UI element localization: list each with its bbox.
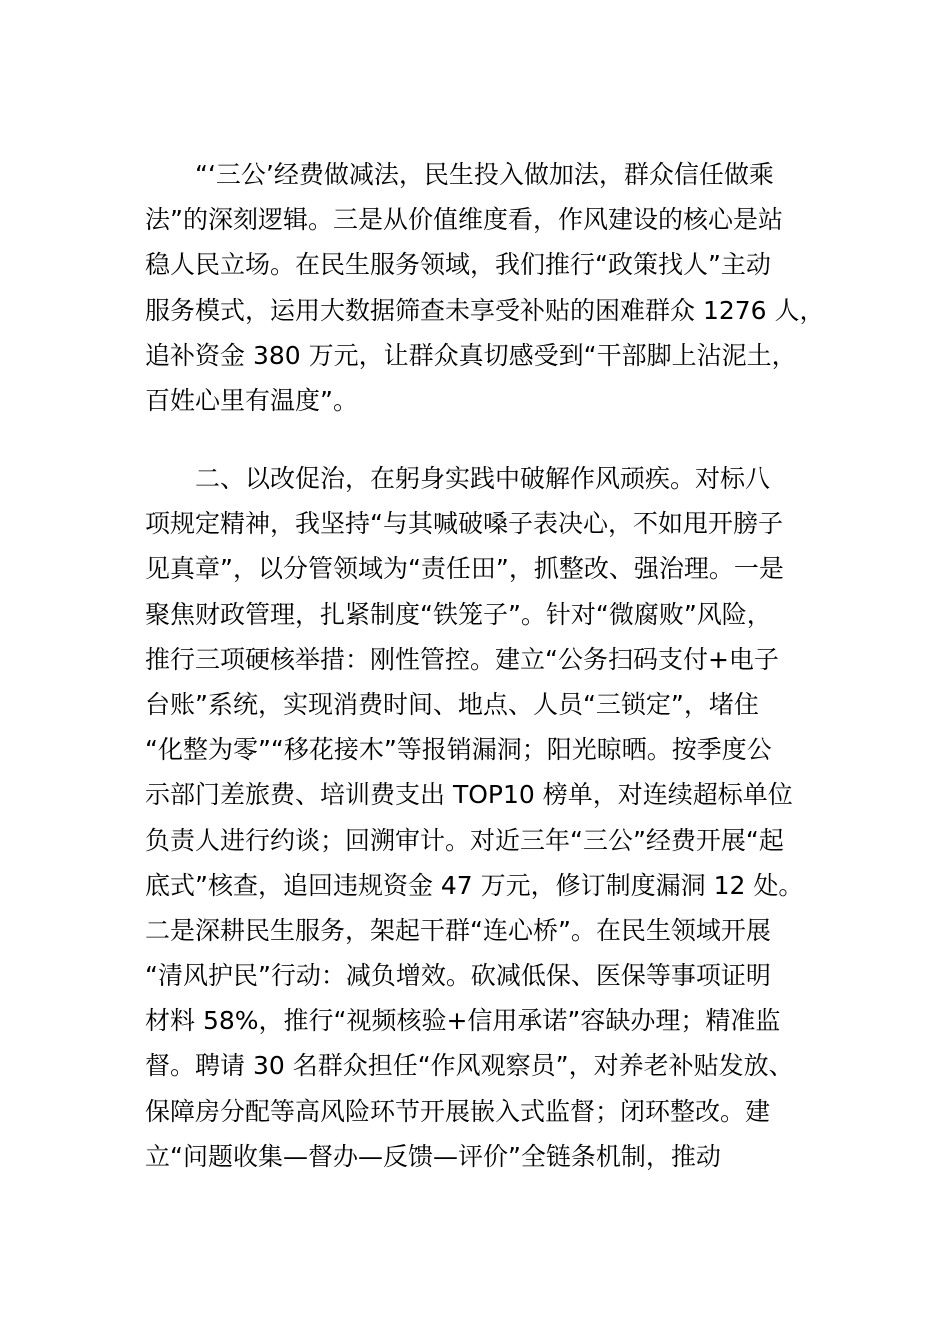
text-line: 法”的深刻逻辑。三是从价值维度看，作风建设的核心是站 bbox=[145, 205, 783, 235]
text-line: 负责人进行约谈；回溯审计。对近三年“三公”经费开展“起 bbox=[145, 825, 784, 855]
paragraph-2 bbox=[145, 456, 845, 1179]
text-line: 二是深耕民生服务，架起干群“连心桥”。在民生领域开展 bbox=[145, 915, 771, 945]
text-line: 督。聘请 30 名群众担任“作风观察员”，对养老补贴发放、 bbox=[145, 1051, 794, 1081]
text-line: 追补资金 380 万元，让群众真切感受到“干部脚上沾泥土， bbox=[145, 340, 797, 370]
text-line: 底式”核查，追回违规资金 47 万元，修订制度漏洞 12 处。 bbox=[145, 870, 804, 900]
text-line: 二、以改促治，在躬身实践中破解作风顽疾。对标八 bbox=[195, 464, 771, 493]
text-line: 聚焦财政管理，扎紧制度“铁笼子”。针对“微腐败”风险， bbox=[145, 599, 772, 629]
text-line: “‘三公’经费做减法，民生投入做加法，群众信任做乘 bbox=[195, 160, 774, 189]
text-line: 保障房分配等高风险环节开展嵌入式监督；闭环整改。建 bbox=[145, 1096, 771, 1126]
text-line: 稳人民立场。在民生服务领域，我们推行“政策找人”主动 bbox=[145, 250, 771, 280]
text-line: “清风护民”行动：减负增效。砍减低保、医保等事项证明 bbox=[145, 961, 771, 991]
text-line: 服务模式，运用大数据筛查未享受补贴的困难群众 1276 人， bbox=[145, 295, 825, 325]
text-line: “化整为零”“移花接木”等报销漏洞；阳光晾晒。按季度公 bbox=[145, 735, 772, 765]
text-line: 材料 58%，推行“视频核验+信用承诺”容缺办理；精准监 bbox=[145, 1006, 781, 1036]
text-line: 百姓心里有温度”。 bbox=[145, 385, 358, 415]
text-line: 台账”系统，实现消费时间、地点、人员“三锁定”，堵住 bbox=[145, 689, 759, 719]
text-line: 示部门差旅费、培训费支出 TOP10 榜单，对连续超标单位 bbox=[145, 780, 793, 810]
text-line: 推行三项硬核举措：刚性管控。建立“公务扫码支付+电子 bbox=[145, 644, 779, 674]
text-line: 立“问题收集—督办—反馈—评价”全链条机制，推动 bbox=[145, 1141, 721, 1171]
paragraph-1 bbox=[145, 152, 845, 423]
text-line: 项规定精神，我坚持“与其喊破嗓子表决心，不如甩开膀子 bbox=[145, 509, 783, 539]
text-line: 见真章”，以分管领域为“责任田”，抓整改、强治理。一是 bbox=[145, 554, 784, 584]
